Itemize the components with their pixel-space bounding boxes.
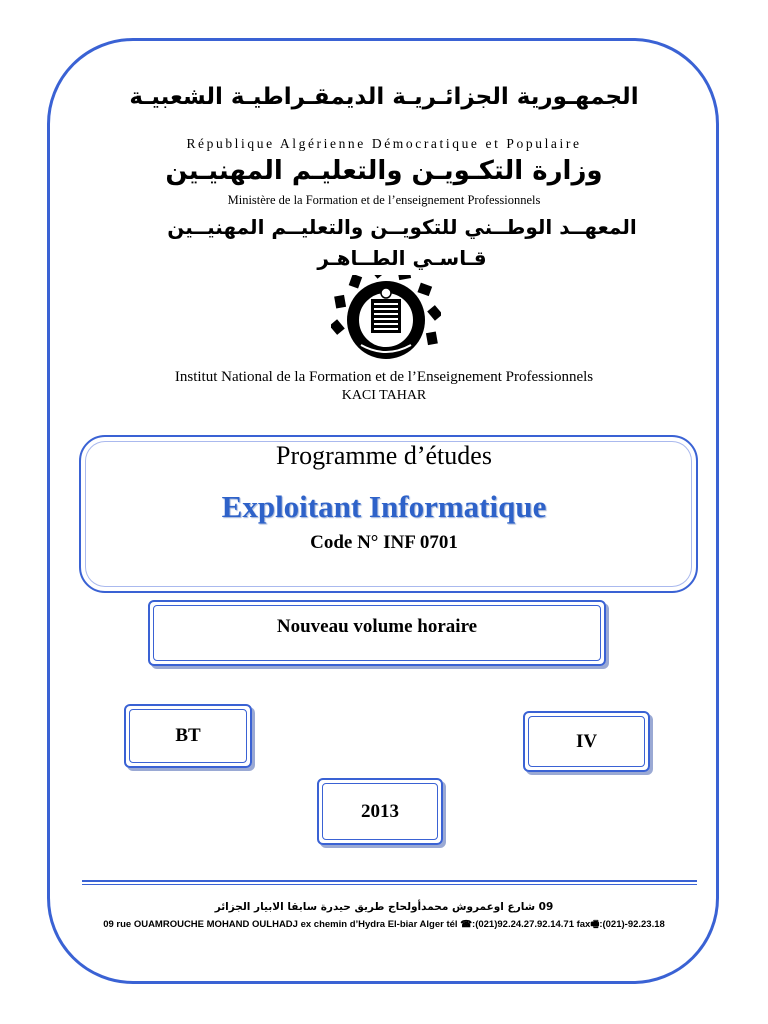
gear-emblem-icon <box>331 275 441 365</box>
diploma-box <box>124 704 252 768</box>
program-code: Code N° INF 0701 <box>310 532 458 553</box>
diploma-label: BT <box>175 725 201 746</box>
institute-arabic: المعهــد الوطــني للتكويــن والتعليــم المهنيــين <box>167 215 637 239</box>
year-box <box>317 778 443 845</box>
volume-box <box>148 600 606 666</box>
address-arabic: 09 شارع اوعمروش محمدأولحاج طريق حيدرة سابقا الابيار الجزائر <box>214 901 554 913</box>
address-french: 09 rue OUAMROUCHE MOHAND OULHADJ ex chemin d’Hydra El-biar Alger tél ☎:(021)92.24.27.92.14.71 fax🖷:(021)-92.23.18 <box>103 919 665 930</box>
institute-name-french: KACI TAHAR <box>341 388 427 403</box>
republic-french: République Algérienne Démocratique et Populaire <box>186 136 582 151</box>
level-label: IV <box>575 730 598 752</box>
republic-arabic: الجمهـورية الجزائـريـة الديمقـراطيـة الشعبيـة <box>129 84 639 110</box>
institute-french: Institut National de la Formation et de l’Enseignement Professionnels <box>174 369 594 385</box>
footer-divider <box>82 880 697 882</box>
institute-name-arabic: قـاسـي الطــاهـر <box>317 246 487 270</box>
program-title: Exploitant Informatique <box>221 489 547 524</box>
volume-label: Nouveau volume horaire <box>276 616 478 637</box>
ministry-arabic: وزارة التكـويـن والتعليـم المهنيـين <box>165 156 603 186</box>
footer-divider-thin <box>82 884 697 885</box>
year-label: 2013 <box>361 800 399 822</box>
level-box <box>523 711 650 772</box>
program-label: Programme d’études <box>276 441 492 470</box>
ministry-french: Ministère de la Formation et de l’enseignement Professionnels <box>227 193 541 207</box>
